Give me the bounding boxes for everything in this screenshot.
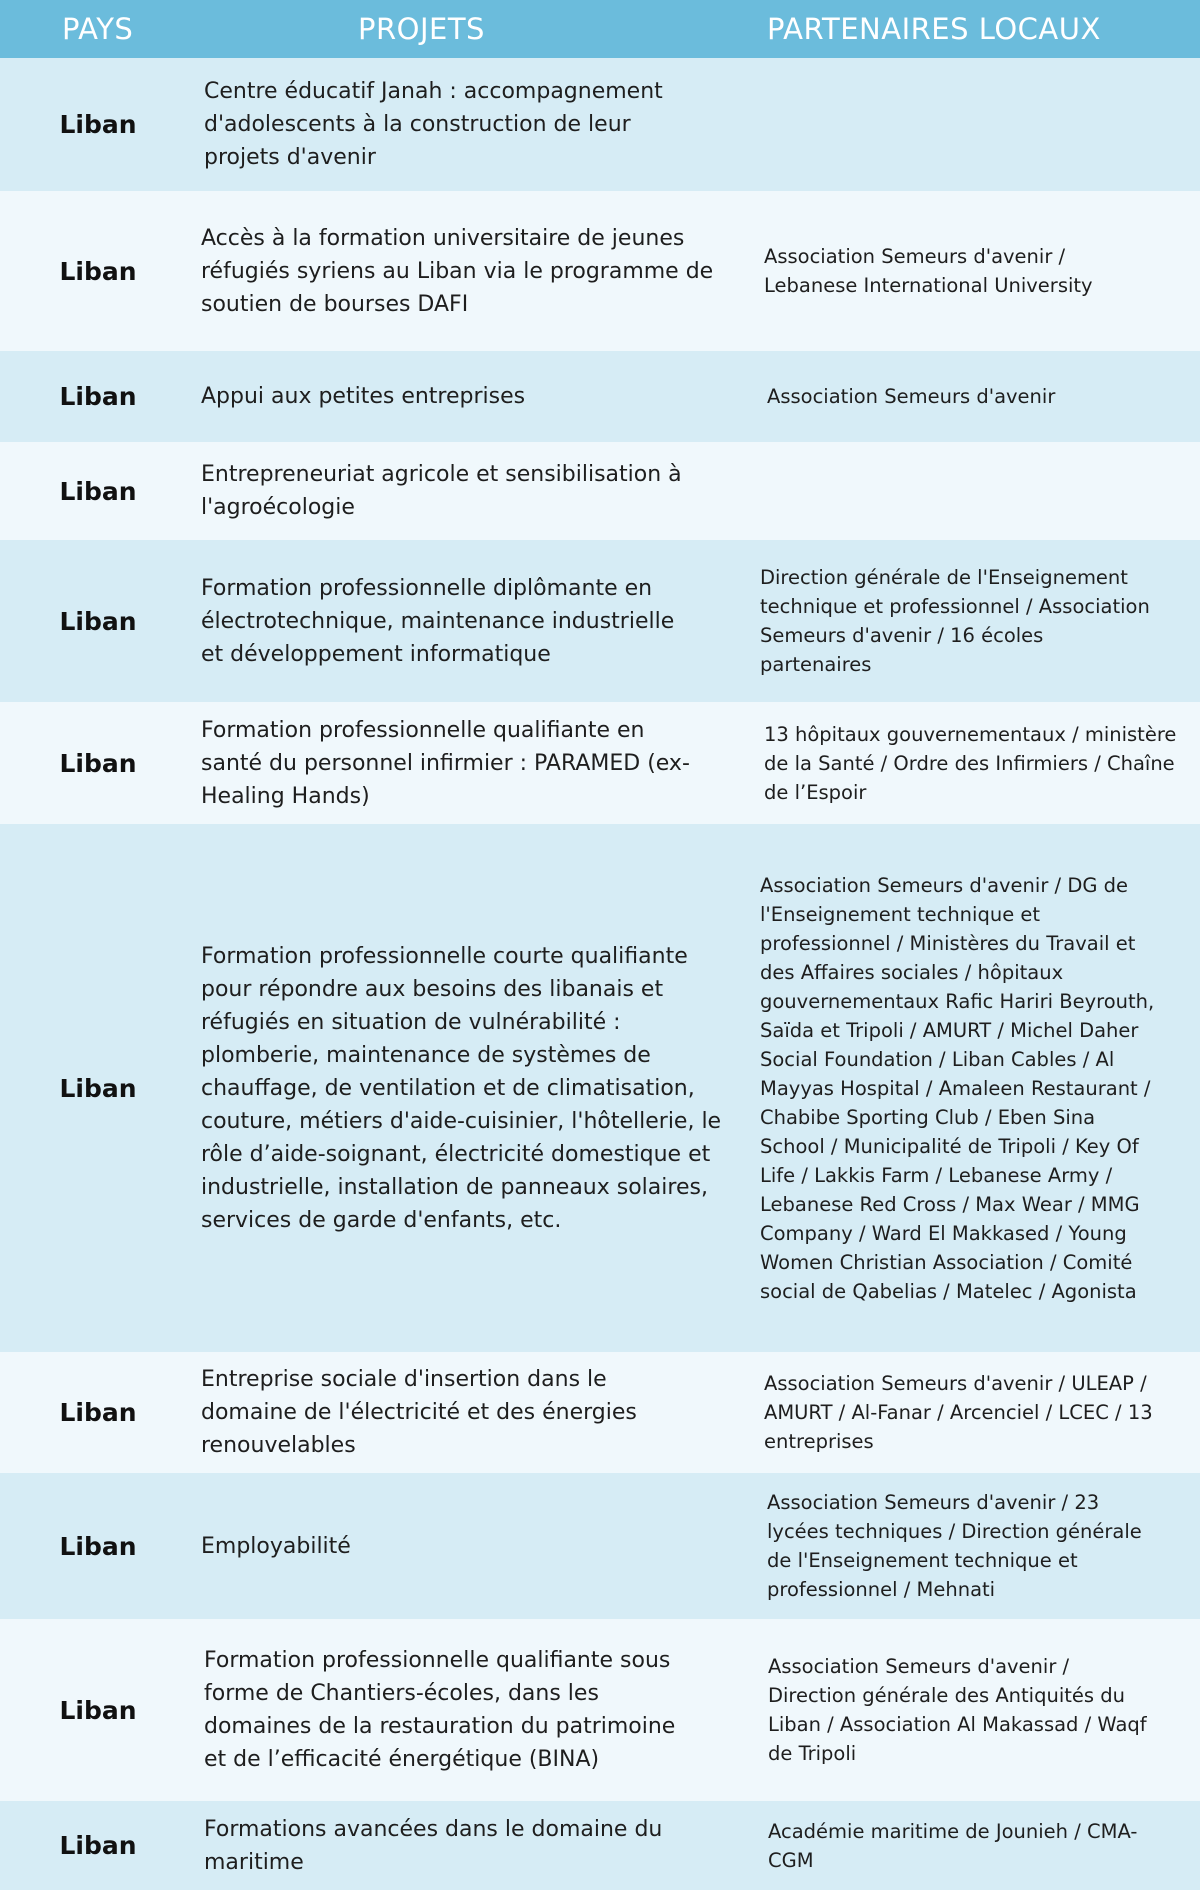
cell-projet: Entreprise sociale d'insertion dans le domaine de l'électricité et des énergies renouvelables: [201, 1367, 637, 1458]
cell-pays: Liban: [59, 382, 137, 411]
header-partenaires: PARTENAIRES LOCAUX: [767, 12, 1101, 46]
table-row: [0, 1619, 1200, 1801]
cell-partenaires: Association Semeurs d'avenir / DG de l'Enseignement technique et professionnel / Ministères du Travail et des Affaires sociales / hôpitaux gouvernementaux Rafic Hariri Beyrouth, Saïda et Tripoli / AMURT / Michel Daher Social Foundation / Liban Cables / Al Mayyas Hospital / Amaleen Restaurant / Chabibe Sporting Club / Eben Sina School / Municipalité de Tripoli / Key Of Life / Lakkis Farm / Lebanese Army / Lebanese Red Cross / Max Wear / MMG Company / Ward El Makkased / Young Women Christian Association / Comité social de Qabelias / Matelec / Agonista: [760, 873, 1155, 1303]
cell-projet: Entrepreneuriat agricole et sensibilisation à l'agroécologie: [201, 462, 682, 520]
cell-projet: Formation professionnelle qualifiante sous forme de Chantiers-écoles, dans les domaines de la restauration du patrimoine et de l’efficacité énergétique (BINA): [204, 1648, 676, 1772]
table-row: [0, 540, 1200, 702]
cell-projet: Formation professionnelle qualifiante en santé du personnel infirmier : PARAMED (ex-Healing Hands): [201, 717, 690, 809]
cell-partenaires: [760, 58, 1200, 191]
cell-pays: Liban: [59, 476, 137, 506]
table-header: [0, 0, 1200, 58]
table-row: [0, 824, 1200, 1352]
cell-pays: Liban: [59, 1398, 137, 1427]
cell-partenaires: Association Semeurs d'avenir / Direction générale des Antiquités du Liban / Association Al Makassad / Waqf de Tripoli: [768, 1655, 1147, 1765]
cell-pays: Liban: [59, 110, 137, 139]
cell-pays: Liban: [59, 748, 137, 778]
cell-projet: Formation professionnelle diplômante en électrotechnique, maintenance industrielle et développement informatique: [201, 575, 675, 667]
header-pays: PAYS: [62, 12, 134, 46]
table-row: [0, 442, 1200, 540]
cell-partenaires: Association Semeurs d'avenir: [767, 385, 1056, 408]
table-row: [0, 1352, 1200, 1473]
cell-projet: Appui aux petites entreprises: [201, 384, 526, 409]
cell-projet: Formation professionnelle courte qualifiante pour répondre aux besoins des libanais et réfugiés en situation de vulnérabilité : plomberie, maintenance de systèmes de chauffage, de ventilation et de climatisation, couture, métiers d'aide-cuisinier, l'hôtellerie, le rôle d’aide-soignant, électricité domestique et industrielle, installation de panneaux solaires, services de garde d'enfants, etc.: [201, 943, 722, 1233]
cell-pays: Liban: [59, 1831, 137, 1860]
cell-projet: Centre éducatif Janah : accompagnement d'adolescents à la construction de leur projets d'avenir: [204, 79, 663, 170]
table-row: [0, 351, 1200, 442]
cell-pays: Liban: [59, 606, 137, 636]
cell-partenaires: 13 hôpitaux gouvernementaux / ministère de la Santé / Ordre des Infirmiers / Chaîne de l’Espoir: [764, 722, 1177, 804]
cell-pays: Liban: [59, 1531, 137, 1561]
cell-projet: Employabilité: [201, 1533, 351, 1559]
cell-partenaires: Association Semeurs d'avenir / 23 lycées techniques / Direction générale de l'Enseignement technique et professionnel / Mehnati: [767, 1491, 1142, 1601]
cell-pays: Liban: [59, 1695, 137, 1725]
table-row: [0, 1801, 1200, 1890]
cell-partenaires: Association Semeurs d'avenir / ULEAP / AMURT / Al-Fanar / Arcenciel / LCEC / 13 entreprises: [764, 1372, 1153, 1453]
header-projets: PROJETS: [358, 12, 485, 46]
table-row: [0, 58, 1200, 191]
cell-partenaires: [760, 442, 1200, 540]
cell-partenaires: Direction générale de l'Enseignement technique et professionnel / Association Semeurs d'avenir / 16 écoles partenaires: [760, 566, 1150, 676]
table-row: [0, 191, 1200, 351]
cell-partenaires: Association Semeurs d'avenir / Lebanese International University: [764, 245, 1093, 297]
cell-pays: Liban: [59, 1073, 137, 1103]
cell-pays: Liban: [59, 256, 137, 286]
table-row: [0, 702, 1200, 824]
cell-partenaires: Académie maritime de Jounieh / CMA-CGM: [768, 1819, 1138, 1872]
cell-projet: Formations avancées dans le domaine du maritime: [204, 1816, 663, 1875]
cell-projet: Accès à la formation universitaire de jeunes réfugiés syriens au Liban via le programme de soutien de bourses DAFI: [201, 225, 714, 317]
table-row: [0, 1473, 1200, 1619]
